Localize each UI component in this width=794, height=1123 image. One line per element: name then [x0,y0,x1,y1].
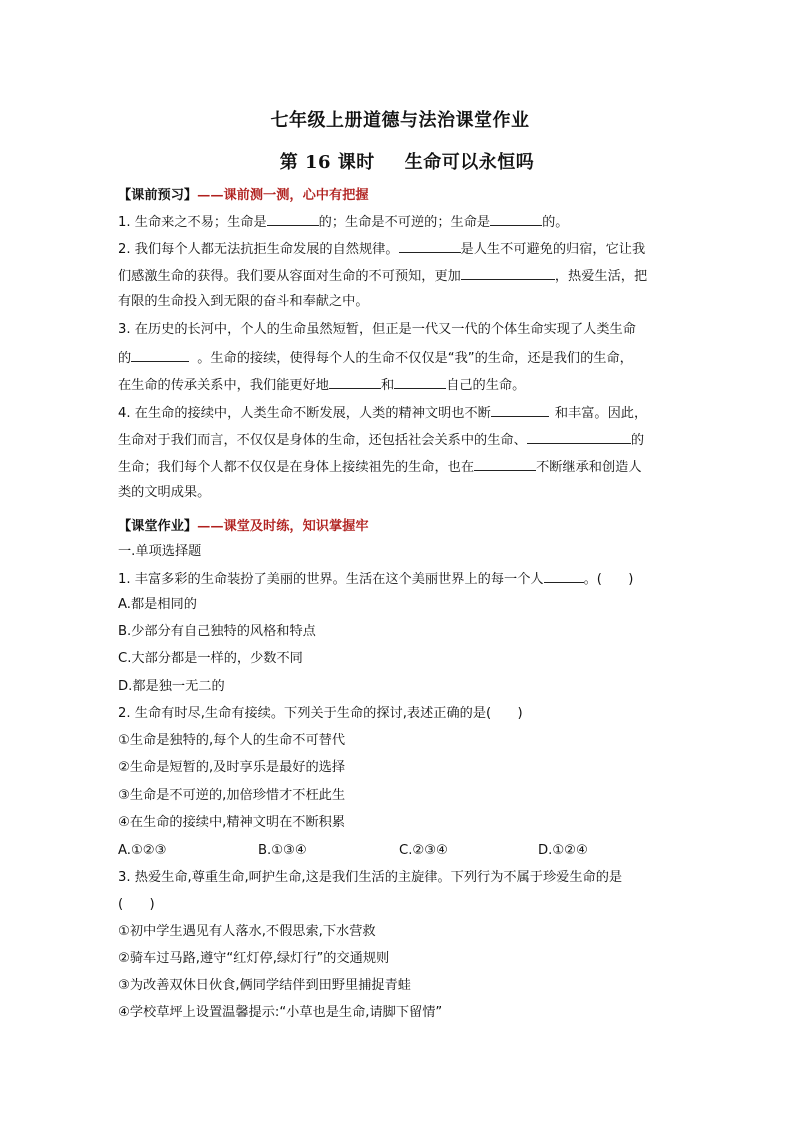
section-tag: 【课前预习】 [118,188,198,203]
answer-blank[interactable] [461,265,555,280]
lesson-name: 生命可以永恒吗 [404,152,535,173]
question-3-stem: 3. 热爱生命,尊重生命,呵护生命,这是我们生活的主旋律。下列行为不属于珍爱生命的是 [118,870,623,885]
preview-q3-line1 [118,320,698,339]
option-a[interactable]: A.①②③ [118,843,167,858]
statement-3: ③生命是不可逆的,加倍珍惜才不枉此生 [118,788,346,803]
section-heading-preview [118,186,698,205]
text: 的；生命是不可逆的；生命是 [318,215,491,230]
answer-blank[interactable] [131,347,189,362]
answer-blank[interactable] [267,211,319,226]
text: 和丰富。因此， [554,406,648,421]
preview-q4-line4 [118,483,698,502]
answer-blank[interactable] [474,456,536,471]
text: 。( ) [583,572,634,587]
text: 在生命的传承关系中，我们能更好地 [118,378,329,393]
answer-blank[interactable] [394,374,446,389]
answer-blank[interactable] [399,238,461,253]
lesson-number: 第 16 课时 [279,152,375,173]
section-tag: 【课堂作业】 [118,519,198,534]
text: 的 [118,351,132,366]
question-3-answer-bracket: ( ) [118,897,155,912]
text: 的 [630,433,644,448]
preview-q4-line2 [118,429,698,450]
answer-blank[interactable] [329,374,381,389]
option-d[interactable]: D.①②④ [538,843,588,858]
lesson-title [0,148,794,174]
preview-q4-line3 [118,456,698,477]
text: 的。 [542,215,569,230]
section-slogan: ——课堂及时练，知识掌握牢 [197,519,369,534]
statement-4: ④在生命的接续中,精神文明在不断积累 [118,815,346,830]
text: 3. 在历史的长河中，个人的生命虽然短暂，但正是一代又一代的个体生命实现了人类生命 [118,322,636,337]
text: 自己的生命。 [446,378,526,393]
text: 4. 在生命的接续中，人类生命不断发展，人类的精神文明也不断 [118,406,491,421]
option-a[interactable]: A.都是相同的 [118,597,197,612]
option-b[interactable]: B.①③④ [258,843,307,858]
text: 和 [381,378,395,393]
text: 是人生不可避免的归宿，它让我 [460,242,646,257]
section-heading-classwork [118,517,698,536]
text: 1. 生命来之不易；生命是 [118,215,267,230]
statement-4: ④学校草坪上设置温馨提示:“小草也是生命,请脚下留情” [118,1005,443,1020]
text: 类的文明成果。 [118,485,211,500]
option-d[interactable]: D.都是独一无二的 [118,679,225,694]
text: 。生命的接续，使得每个人的生命不仅仅是“我”的生命，还是我们的生命， [197,351,633,366]
question-2-stem: 2. 生命有时尽,生命有接续。下列关于生命的探讨,表述正确的是( ) [118,706,523,721]
statement-1: ①生命是独特的,每个人的生命不可替代 [118,733,346,748]
text: 生命；我们每个人都不仅仅是在身体上接续祖先的生命，也在 [118,460,475,475]
statement-2: ②生命是短暂的,及时享乐是最好的选择 [118,760,346,775]
preview-q2-line3 [118,292,698,311]
text: 不断继承和创造人 [536,460,642,475]
option-b[interactable]: B.少部分有自己独特的风格和特点 [118,624,316,639]
question-1-stem [118,568,698,589]
text: 1. 丰富多彩的生命装扮了美丽的世界。生活在这个美丽世界上的每一个人 [118,572,544,587]
text: 们感激生命的获得。我们要从容面对生命的不可预知，更加 [118,269,461,284]
text: 生命对于我们而言，不仅仅是身体的生命，还包括社会关系中的生命、 [118,433,527,448]
text: 2. 我们每个人都无法抗拒生命发展的自然规律。 [118,242,399,257]
option-c[interactable]: C.②③④ [399,843,448,858]
part-heading: 一.单项选择题 [118,544,202,559]
preview-q2-line1 [118,238,698,259]
section-slogan: ——课前测一测，心中有把握 [197,188,369,203]
text: 有限的生命投入到无限的奋斗和奉献之中。 [118,294,369,309]
statement-1: ①初中学生遇见有人落水,不假思索,下水营救 [118,924,376,939]
answer-blank[interactable] [527,429,631,444]
answer-blank[interactable] [491,402,549,417]
answer-blank[interactable] [490,211,542,226]
preview-q3-line3 [118,374,698,395]
option-c[interactable]: C.大部分都是一样的，少数不同 [118,651,303,666]
text: ，热爱生活，把 [554,269,648,284]
statement-3: ③为改善双休日伙食,俩同学结伴到田野里捕捉青蛙 [118,978,411,993]
preview-q4-line1 [118,402,698,423]
document-title: 七年级上册道德与法治课堂作业 [270,110,530,131]
preview-q2-line2 [118,265,698,286]
answer-blank[interactable] [544,568,584,583]
preview-q3-line2 [118,347,698,368]
preview-q1 [118,211,698,232]
statement-2: ②骑车过马路,遵守“红灯停,绿灯行”的交通规则 [118,951,390,966]
